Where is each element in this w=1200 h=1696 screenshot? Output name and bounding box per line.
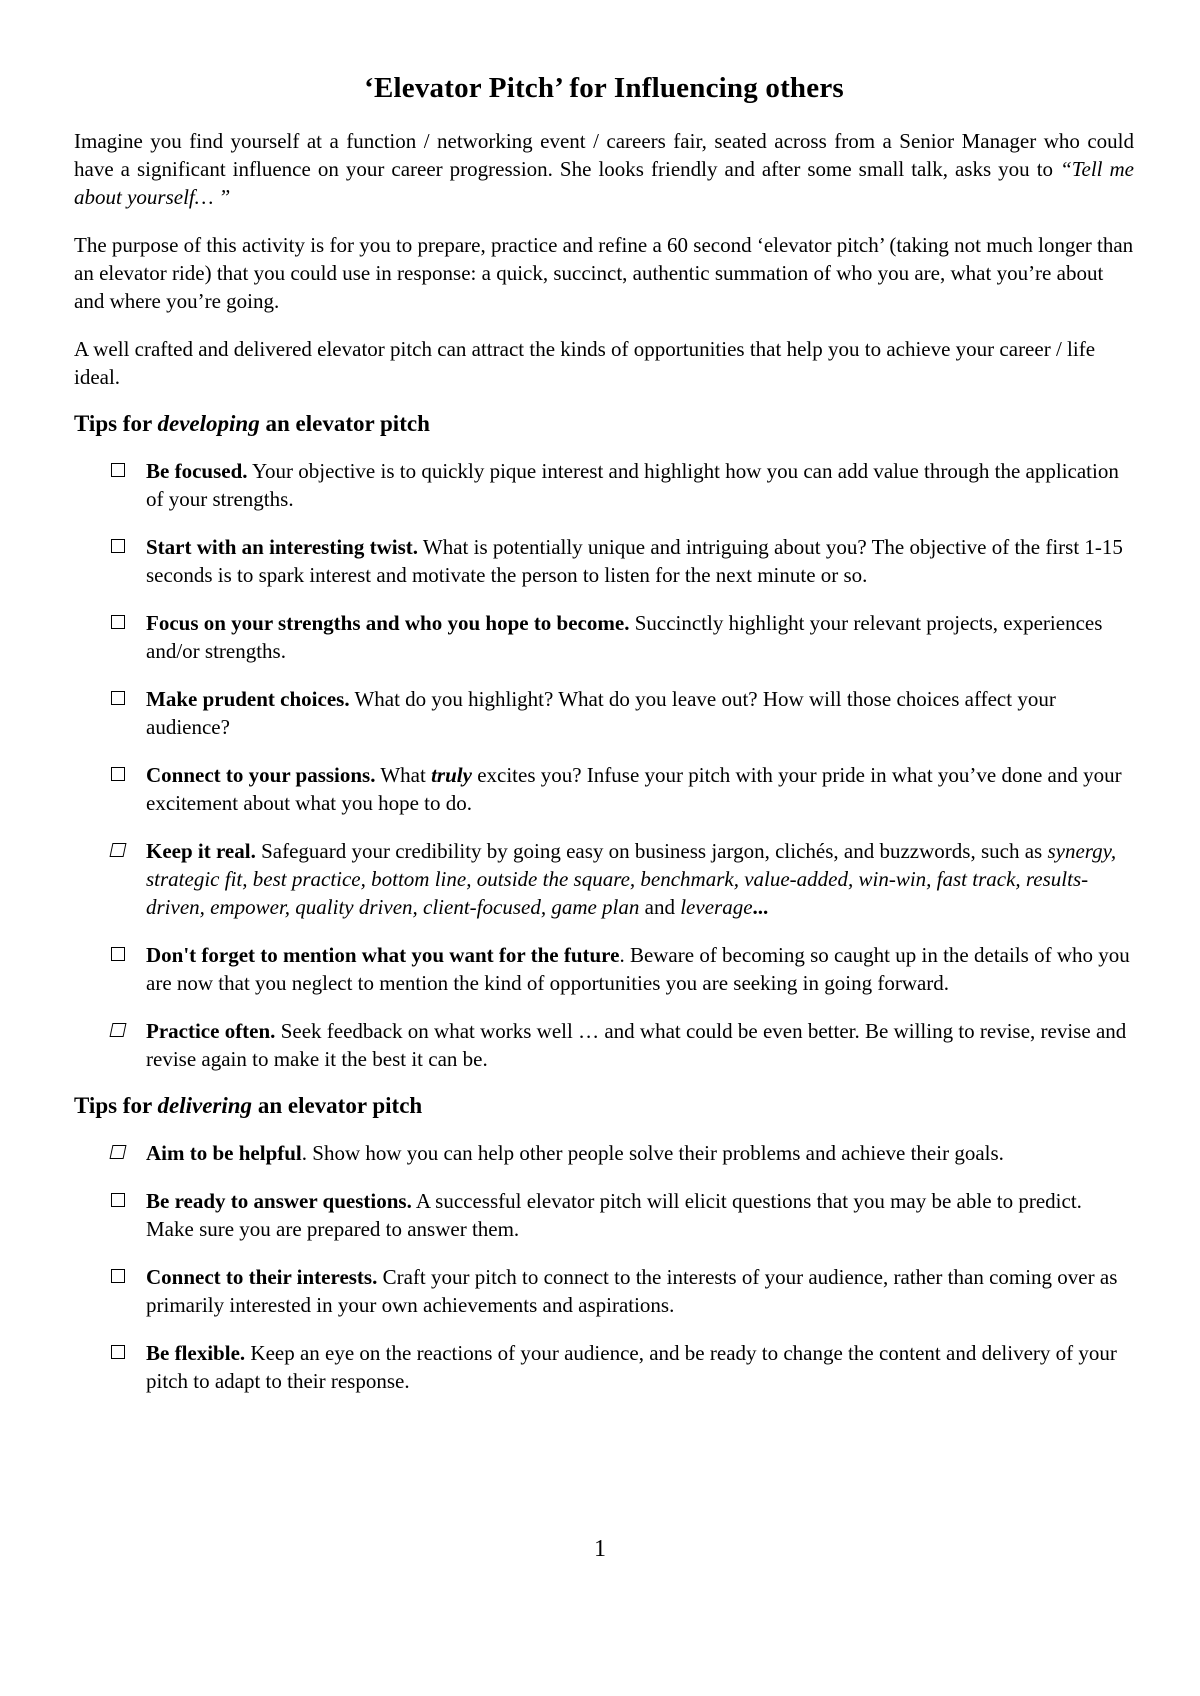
- tip-text: Craft your pitch to connect to the interests of your audience, rather than coming over as primarily interested in your own achievements and aspirations.: [146, 1265, 1118, 1317]
- list-item: [74, 1263, 1134, 1319]
- tip-title: Connect to their interests.: [146, 1265, 378, 1289]
- list-item: [74, 1187, 1134, 1243]
- checkbox-icon: [111, 947, 125, 961]
- buzzword: leverage: [680, 895, 753, 919]
- checkbox-icon: [111, 463, 125, 477]
- tip-text: A successful elevator pitch will elicit questions that you may be able to predict. Make sure you are prepared to answer them.: [146, 1189, 1082, 1241]
- tip-text: What: [375, 763, 432, 787]
- checkbox-icon: [110, 1145, 127, 1159]
- checkbox-icon: [111, 1345, 125, 1359]
- tip-text: . Show how you can help other people solve their problems and achieve their goals.: [301, 1141, 1004, 1165]
- tip-text: Keep an eye on the reactions of your audience, and be ready to change the content and delivery of your pitch to adapt to their response.: [146, 1341, 1117, 1393]
- tip-title: Aim to be helpful: [146, 1141, 302, 1165]
- developing-tips-list: [74, 457, 1134, 1073]
- checkbox-icon: [111, 539, 125, 553]
- checkbox-icon: [110, 1023, 127, 1037]
- buzzword-list: synergy, strategic fit, best practice, bottom line, outside the square, benchmark, value-added, win-win, fast track, results-driven, empower, quality driven, client-focused, game plan: [146, 839, 1117, 919]
- intro-paragraph-2: The purpose of this activity is for you to prepare, practice and refine a 60 second ‘elevator pitch’ (taking not much longer than an elevator ride) that you could use in response: a quick, succinct, authentic summation of who you are, what you’re about and where you’re going.: [74, 233, 1134, 313]
- developing-heading: [74, 411, 1134, 437]
- tip-text: What is potentially unique and intriguing about you? The objective of the first 1-15 seconds is to spark interest and motivate the person to listen for the next minute or so.: [146, 535, 1123, 587]
- list-item: [74, 837, 1134, 921]
- heading-emphasis: developing: [157, 411, 260, 436]
- heading-text: Tips for: [74, 411, 158, 436]
- tip-emphasis: truly: [431, 763, 472, 787]
- checkbox-icon: [110, 843, 127, 857]
- list-item: [74, 1139, 1134, 1167]
- tip-title: Make prudent choices.: [146, 687, 350, 711]
- list-item: [74, 941, 1134, 997]
- list-item: [74, 761, 1134, 817]
- tip-title: Be ready to answer questions.: [146, 1189, 412, 1213]
- document-page: [74, 72, 1134, 1415]
- delivering-tips-list: [74, 1139, 1134, 1395]
- list-item: [74, 457, 1134, 513]
- intro-text: Imagine you find yourself at a function / networking event / careers fair, seated across from a Senior Manager who could have a significant influence on your career progression. She looks friendly and after some small talk, asks you to: [74, 129, 1134, 181]
- page-number: 1: [594, 1536, 606, 1562]
- delivering-heading: [74, 1093, 1134, 1119]
- intro-paragraph-1: [74, 127, 1134, 211]
- tip-title: Practice often.: [146, 1019, 276, 1043]
- tip-text: . Beware of becoming so caught up in the details of who you are now that you neglect to mention the kind of opportunities you are seeking in going forward.: [146, 943, 1130, 995]
- heading-text: an elevator pitch: [252, 1093, 423, 1118]
- heading-text: an elevator pitch: [259, 411, 430, 436]
- tip-title: Be flexible.: [146, 1341, 246, 1365]
- tip-title: Be focused.: [146, 459, 248, 483]
- list-item: [74, 685, 1134, 741]
- tip-text: excites you? Infuse your pitch with your pride in what you’ve done and your excitement about what you hope to do.: [146, 763, 1122, 815]
- heading-text: Tips for: [74, 1093, 158, 1118]
- checkbox-icon: [111, 691, 125, 705]
- tip-text: Seek feedback on what works well … and what could be even better. Be willing to revise, revise and revise again to make it the best it can be.: [146, 1019, 1127, 1071]
- tip-title: Keep it real.: [146, 839, 256, 863]
- checkbox-icon: [111, 615, 125, 629]
- tip-text: Your objective is to quickly pique interest and highlight how you can add value through the application of your strengths.: [146, 459, 1119, 511]
- tip-text: Succinctly highlight your relevant projects, experiences and/or strengths.: [146, 611, 1103, 663]
- page-title: ‘Elevator Pitch’ for Influencing others: [364, 72, 844, 104]
- tip-text: Safeguard your credibility by going easy on business jargon, clichés, and buzzwords, such as: [255, 839, 1048, 863]
- checkbox-icon: [111, 1269, 125, 1283]
- tip-title: Don't forget to mention what you want for the future: [146, 943, 620, 967]
- tip-text: What do you highlight? What do you leave out? How will those choices affect your audience?: [146, 687, 1056, 739]
- checkbox-icon: [111, 767, 125, 781]
- checkbox-icon: [111, 1193, 125, 1207]
- tip-title: Focus on your strengths and who you hope to become.: [146, 611, 630, 635]
- intro-paragraph-3: A well crafted and delivered elevator pitch can attract the kinds of opportunities that help you to achieve your career / life ideal.: [74, 337, 1096, 389]
- list-item: [74, 1339, 1134, 1395]
- tip-title: Connect to your passions.: [146, 763, 376, 787]
- intro-quote: “Tell me about yourself… ”: [74, 157, 1134, 209]
- tip-title: Start with an interesting twist.: [146, 535, 419, 559]
- heading-emphasis: delivering: [157, 1093, 253, 1118]
- tip-text: and: [639, 895, 681, 919]
- list-item: [74, 533, 1134, 589]
- ellipsis: ...: [752, 895, 769, 919]
- list-item: [74, 609, 1134, 665]
- list-item: [74, 1017, 1134, 1073]
